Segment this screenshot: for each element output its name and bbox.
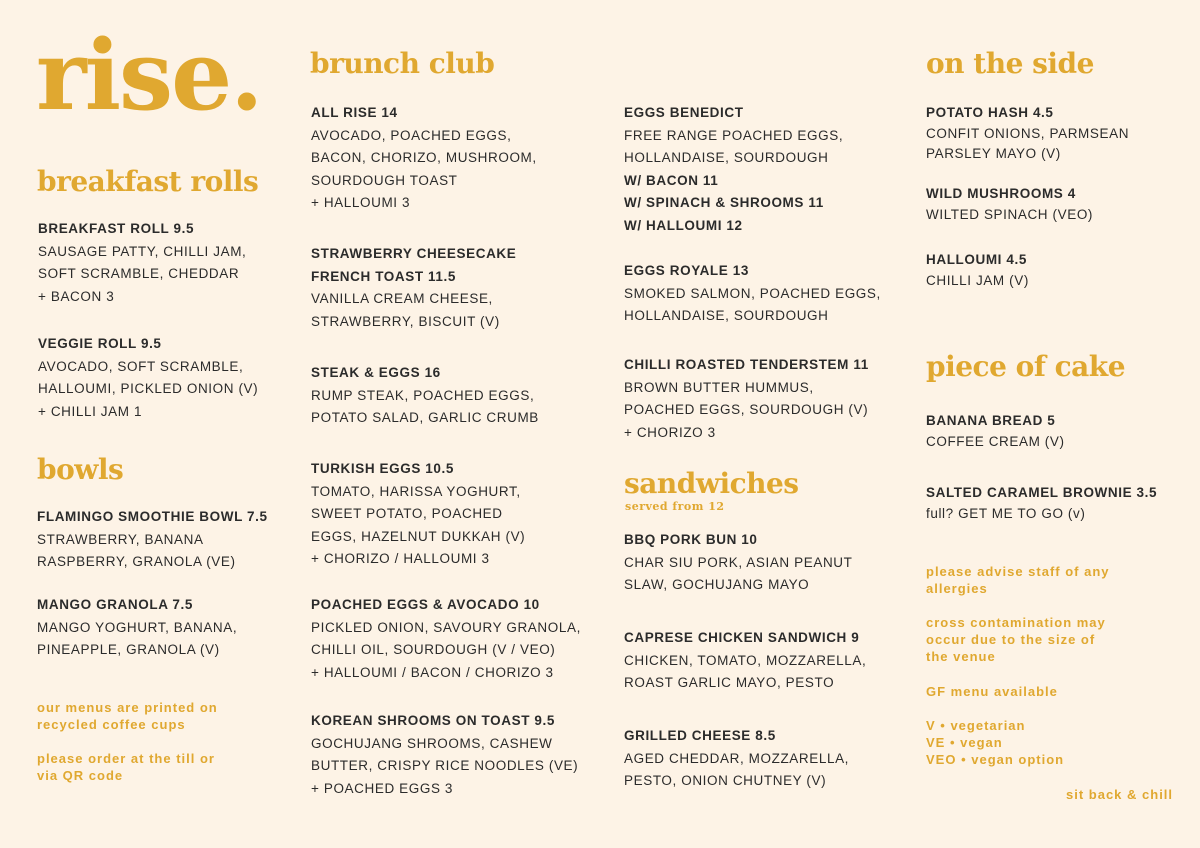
menu-item-banana-bread: [926, 411, 1065, 452]
item-desc: CHILLI JAM (V): [926, 272, 1029, 288]
note-line: please advise staff of any: [926, 564, 1110, 579]
item-name: WILD MUSHROOMS 4: [926, 186, 1076, 201]
item-desc: PARSLEY MAYO (V): [926, 146, 1061, 161]
item-name: STRAWBERRY CHEESECAKE: [311, 246, 517, 261]
legend-vegan-option: VEO • vegan option: [926, 752, 1065, 767]
item-desc: + CHORIZO / HALLOUMI 3: [311, 551, 490, 566]
item-name: GRILLED CHEESE 8.5: [624, 728, 776, 743]
item-name: BANANA BREAD 5: [926, 413, 1056, 428]
menu-item-halloumi: [926, 250, 1029, 291]
item-desc: RUMP STEAK, POACHED EGGS,: [311, 387, 535, 403]
item-name: CHILLI ROASTED TENDERSTEM 11: [624, 357, 869, 372]
note-gf-menu: [926, 683, 1058, 700]
breakfast-rolls-heading: breakfast rolls: [37, 165, 259, 198]
menu-item-strawberry-cheesecake-french-toast: [311, 243, 516, 333]
menu-item-caprese-chicken-sandwich: [624, 627, 866, 695]
item-name: FLAMINGO SMOOTHIE BOWL 7.5: [37, 509, 268, 524]
note-line: via QR code: [37, 768, 124, 783]
item-desc: ROAST GARLIC MAYO, PESTO: [624, 675, 835, 690]
legend-vegetarian: V • vegetarian: [926, 718, 1026, 733]
item-name: BBQ PORK BUN 10: [624, 532, 758, 547]
note-line: please order at the till or: [37, 751, 215, 766]
note-recycled-cups: [37, 699, 218, 733]
brunch-club-heading: brunch club: [310, 47, 495, 80]
menu-item-salted-caramel-brownie: [926, 483, 1157, 524]
item-desc: WILTED SPINACH (VEO): [926, 206, 1094, 222]
sandwiches-subheading: served from 12: [625, 500, 725, 513]
menu-item-poached-eggs-avocado: [311, 594, 581, 684]
item-name: POACHED EGGS & AVOCADO 10: [311, 597, 540, 612]
item-desc: full? GET ME TO GO (v): [926, 505, 1086, 521]
item-desc: FREE RANGE POACHED EGGS,: [624, 127, 844, 143]
item-desc: PICKLED ONION, SAVOURY GRANOLA,: [311, 619, 581, 635]
item-name: HALLOUMI 4.5: [926, 252, 1027, 267]
item-desc: GOCHUJANG SHROOMS, CASHEW: [311, 735, 553, 751]
item-desc: + HALLOUMI / BACON / CHORIZO 3: [311, 664, 554, 680]
item-desc: STRAWBERRY, BANANA: [37, 531, 204, 547]
item-name: SALTED CARAMEL BROWNIE 3.5: [926, 485, 1158, 500]
item-name: EGGS ROYALE 13: [624, 263, 749, 278]
item-desc: AVOCADO, POACHED EGGS,: [311, 127, 512, 143]
item-option: W/ BACON 11: [624, 172, 719, 188]
menu-item-bbq-pork-bun: [624, 529, 853, 597]
logo: rise.: [36, 19, 262, 132]
item-desc: PINEAPPLE, GRANOLA (V): [37, 642, 220, 657]
item-name: POTATO HASH 4.5: [926, 105, 1054, 120]
item-desc: + HALLOUMI 3: [311, 195, 411, 210]
menu-item-flamingo-smoothie-bowl: [37, 506, 268, 574]
item-desc: + CHORIZO 3: [624, 424, 716, 440]
menu-item-mango-granola: [37, 594, 237, 662]
item-name: KOREAN SHROOMS ON TOAST 9.5: [311, 713, 555, 728]
item-desc: SOURDOUGH TOAST: [311, 172, 458, 188]
item-name: VEGGIE ROLL 9.5: [38, 336, 162, 351]
item-desc: HOLLANDAISE, SOURDOUGH: [624, 150, 829, 165]
note-line: occur due to the size of: [926, 632, 1096, 647]
note-allergies: [926, 563, 1110, 597]
item-desc: SOFT SCRAMBLE, CHEDDAR: [38, 266, 240, 281]
item-name: EGGS BENEDICT: [624, 105, 744, 120]
note-cross-contamination: [926, 614, 1106, 665]
sandwiches-heading: sandwiches: [624, 467, 799, 500]
menu-item-breakfast-roll: [38, 218, 246, 308]
item-name: ALL RISE 14: [311, 105, 398, 120]
item-desc: VANILLA CREAM CHEESE,: [311, 291, 493, 306]
item-desc: SAUSAGE PATTY, CHILLI JAM,: [38, 243, 247, 259]
item-desc: + BACON 3: [38, 288, 115, 304]
note-line: cross contamination may: [926, 615, 1106, 630]
item-desc: SWEET POTATO, POACHED: [311, 506, 503, 521]
item-desc: STRAWBERRY, BISCUIT (V): [311, 313, 500, 329]
note-line: GF menu available: [926, 684, 1058, 699]
item-desc: AVOCADO, SOFT SCRAMBLE,: [38, 358, 244, 374]
item-desc: CHILLI OIL, SOURDOUGH (V / VEO): [311, 642, 556, 657]
item-desc: COFFEE CREAM (V): [926, 433, 1065, 449]
note-line: allergies: [926, 581, 988, 596]
note-line: recycled coffee cups: [37, 717, 186, 732]
item-desc: HALLOUMI, PICKLED ONION (V): [38, 381, 259, 396]
item-desc: CHAR SIU PORK, ASIAN PEANUT: [624, 554, 853, 570]
piece-of-cake-heading: piece of cake: [926, 350, 1126, 383]
item-desc: MANGO YOGHURT, BANANA,: [37, 619, 238, 635]
menu-item-wild-mushrooms: [926, 184, 1093, 225]
menu-item-potato-hash: [926, 103, 1129, 165]
bowls-heading: bowls: [37, 453, 124, 486]
menu-item-eggs-royale: [624, 260, 881, 328]
menu-item-chilli-roasted-tenderstem: [624, 354, 869, 444]
note-line: the venue: [926, 649, 996, 664]
item-desc: POTATO SALAD, GARLIC CRUMB: [311, 410, 539, 425]
item-desc: BROWN BUTTER HUMMUS,: [624, 379, 814, 395]
item-desc: CONFIT ONIONS, PARMSEAN: [926, 125, 1130, 141]
item-name: CAPRESE CHICKEN SANDWICH 9: [624, 630, 860, 645]
item-name: STEAK & EGGS 16: [311, 365, 441, 380]
menu-item-eggs-benedict: [624, 102, 843, 237]
item-desc: BACON, CHORIZO, MUSHROOM,: [311, 150, 537, 165]
menu-item-steak-and-eggs: [311, 362, 539, 430]
menu-item-turkish-eggs: [311, 458, 525, 571]
item-desc: POACHED EGGS, SOURDOUGH (V): [624, 402, 869, 417]
menu-item-korean-shrooms-on-toast: [311, 710, 578, 800]
menu-item-veggie-roll: [38, 333, 258, 423]
item-option: W/ HALLOUMI 12: [624, 217, 743, 233]
item-desc: TOMATO, HARISSA YOGHURT,: [311, 483, 521, 499]
item-desc: RASPBERRY, GRANOLA (VE): [37, 554, 236, 569]
item-desc: + POACHED EGGS 3: [311, 780, 454, 796]
item-desc: EGGS, HAZELNUT DUKKAH (V): [311, 528, 526, 544]
tagline: sit back & chill: [1066, 787, 1174, 802]
item-desc: HOLLANDAISE, SOURDOUGH: [624, 308, 829, 323]
item-name: TURKISH EGGS 10.5: [311, 461, 454, 476]
note-order-at-till: [37, 750, 215, 784]
item-name: BREAKFAST ROLL 9.5: [38, 221, 195, 236]
item-desc: PESTO, ONION CHUTNEY (V): [624, 773, 827, 788]
item-desc: SLAW, GOCHUJANG MAYO: [624, 577, 810, 592]
on-the-side-heading: on the side: [926, 47, 1094, 80]
note-line: our menus are printed on: [37, 700, 218, 715]
item-desc: + CHILLI JAM 1: [38, 403, 143, 419]
item-desc: SMOKED SALMON, POACHED EGGS,: [624, 285, 881, 301]
item-name: MANGO GRANOLA 7.5: [37, 597, 193, 612]
menu-item-grilled-cheese: [624, 725, 849, 793]
item-name: FRENCH TOAST 11.5: [311, 268, 456, 284]
dietary-legend: [926, 717, 1064, 768]
item-option: W/ SPINACH & SHROOMS 11: [624, 195, 824, 210]
item-desc: AGED CHEDDAR, MOZZARELLA,: [624, 750, 850, 766]
legend-vegan: VE • vegan: [926, 735, 1003, 750]
item-desc: BUTTER, CRISPY RICE NOODLES (VE): [311, 758, 579, 773]
item-desc: CHICKEN, TOMATO, MOZZARELLA,: [624, 652, 867, 668]
menu-item-all-rise: [311, 102, 537, 215]
